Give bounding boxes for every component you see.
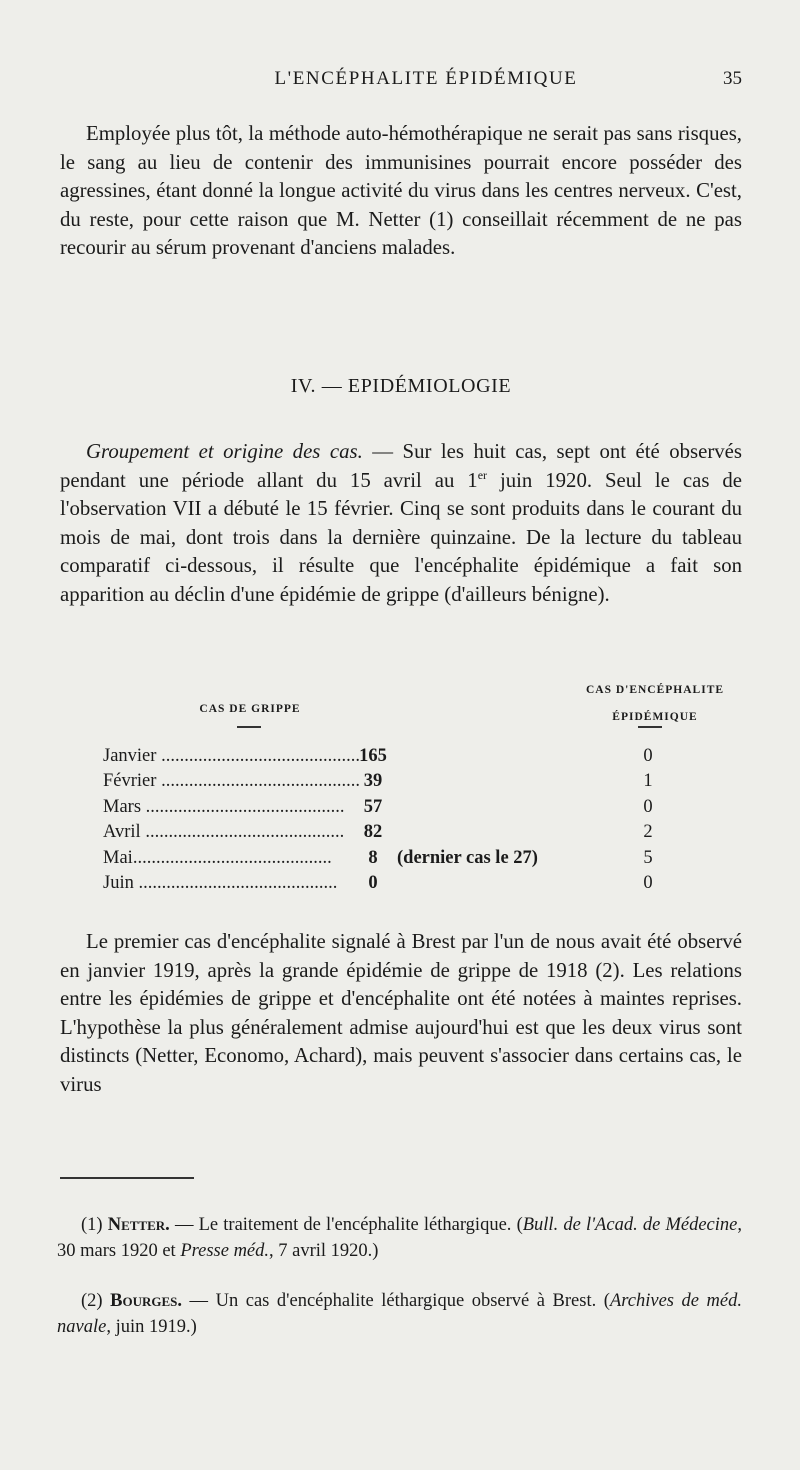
column-header-encephalite-line1: CAS D'ENCÉPHALITE [585, 684, 725, 696]
table-row [103, 873, 663, 898]
column-header-encephalite-line2: ÉPIDÉMIQUE [612, 711, 698, 723]
footnote-rule [60, 1177, 194, 1179]
encephalite-count: 0 [643, 746, 653, 766]
grippe-count: 57 [363, 797, 383, 817]
grippe-count: 165 [359, 746, 387, 766]
paragraph-text-a: — Sur les huit cas, sept ont été observés pendant une période allant du 15 avril au 1 [60, 440, 742, 492]
paragraph-lead: Groupement et origine des cas. [86, 440, 363, 463]
table-row [103, 848, 663, 873]
month-label: Février ........................................... [103, 771, 360, 791]
encephalite-count: 1 [643, 771, 653, 791]
page-number: 35 [723, 68, 742, 89]
encephalite-count: 0 [643, 873, 653, 893]
footnote-author: Netter. [107, 1215, 170, 1235]
footnote-1: (1) Netter. — Le traitement de l'encéphalite léthargique. (Bull. de l'Acad. de Médecine, 30 mars 1920 et Presse méd., 7 avril 1920.) [57, 1215, 742, 1261]
footnote-author: Bourges. [110, 1291, 182, 1311]
month-label: Avril ........................................... [103, 822, 345, 842]
table-row [103, 822, 663, 847]
footnote-journal: Presse méd. [180, 1240, 270, 1261]
table-row [103, 746, 663, 771]
footnote-2: (2) Bourges. — Un cas d'encéphalite léthargique observé à Brest. (Archives de méd. navale, juin 1919.) [57, 1291, 742, 1337]
paragraph-autohemotherapy: Employée plus tôt, la méthode auto-hémothérapique ne serait pas sans risques, le sang au lieu de contenir des immunisines pourrait encore posséder des agressines, étant donné la longue activité du virus dans les centres nerveux. C'est, du reste, pour cette raison que M. Netter (1) conseillait récemment de ne pas recourir au sérum provenant d'anciens malades. [60, 122, 742, 260]
month-label: Janvier ........................................... [103, 746, 360, 766]
month-label: Juin ........................................... [103, 873, 338, 893]
column-header-grippe: CAS DE GRIPPE [199, 703, 301, 715]
encephalite-count: 0 [643, 797, 653, 817]
column-header-encephalite [540, 677, 770, 731]
month-label: Mars ........................................... [103, 797, 345, 817]
paragraph-text-b: juin 1920. Seul le cas de l'observation VII a débuté le 15 février. Cinq se sont produits dans le courant du mois de mai, dont trois dans la dernière quinzaine. De la lecture du tableau comparatif ci-dessous, il résulte que l'encéphalite épidémique a fait son apparition au déclin d'une épidémie de grippe (d'ailleurs bénigne). [60, 468, 742, 606]
footnote-journal: Bull. de l'Acad. de Médecine [522, 1215, 738, 1235]
row-note: (dernier cas le 27) [397, 848, 538, 868]
month-label: Mai........................................... [103, 848, 332, 868]
encephalite-count: 2 [643, 822, 653, 842]
ordinal-sup: er [477, 467, 488, 482]
grippe-count: 39 [363, 771, 383, 791]
running-title: L'ENCÉPHALITE ÉPIDÉMIQUE [274, 68, 578, 89]
running-head [60, 68, 742, 96]
grippe-count: 8 [368, 848, 378, 868]
grippe-count: 0 [368, 873, 378, 893]
grippe-count: 82 [363, 822, 383, 842]
section-heading: IV. — EPIDÉMIOLOGIE [290, 375, 512, 397]
paragraph-grippe-relations: Le premier cas d'encéphalite signalé à Brest par l'un de nous avait été observé en janvier 1919, après la grande épidémie de grippe de 1918 (2). Les relations entre les épidémies de grippe et d'encéphalite ont été notées à maintes reprises. L'hypothèse la plus généralement admise aujourd'hui est que les deux virus sont distincts (Netter, Economo, Achard), mais peuvent s'associer dans certains cas, le virus [60, 930, 742, 1096]
encephalite-count: 5 [643, 848, 653, 868]
footnote-journal: Archives de méd. navale [57, 1291, 742, 1337]
column-dash [638, 726, 662, 728]
column-dash [237, 726, 261, 728]
table-row [103, 771, 663, 796]
table-row [103, 797, 663, 822]
paragraph-grouping [60, 438, 742, 610]
